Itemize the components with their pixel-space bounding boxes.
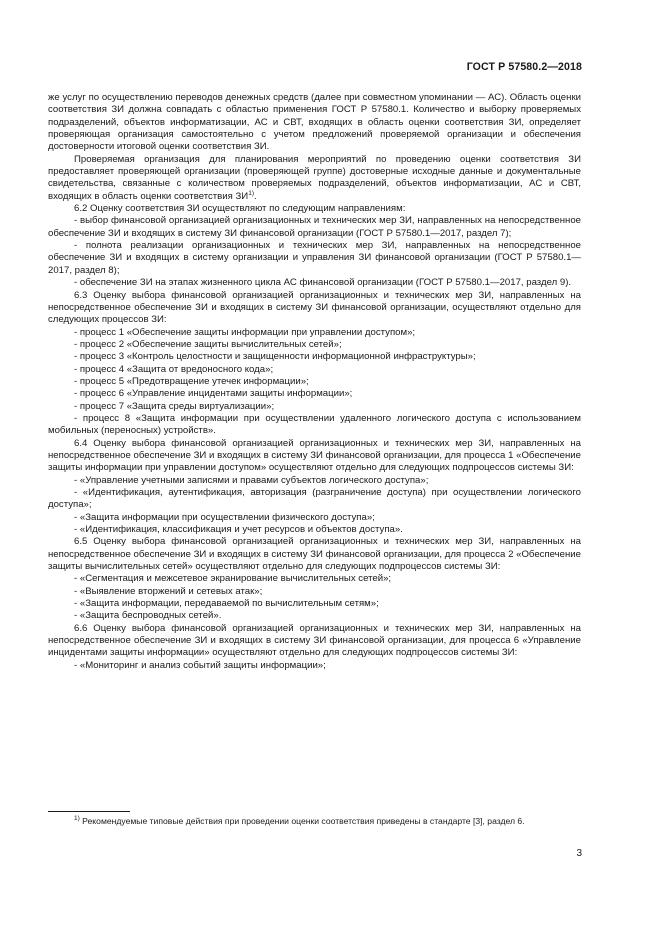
list-item: - процесс 7 «Защита среды виртуализации»;: [74, 400, 275, 412]
list-item: - «Выявление вторжений и сетевых атак»;: [74, 585, 263, 597]
list-item: - «Управление учетными записями и правами субъектов логического доступа»;: [74, 474, 429, 486]
list-item: - полнота реализации организационных и технических мер ЗИ, направленных на непосредственное обеспечение ЗИ и входящих в систему организации и управления ЗИ финансовой организации (ГОСТ Р 57580.1—2017, раздел 8);: [48, 240, 581, 276]
list-item: - процесс 6 «Управление инцидентами защиты информации»;: [74, 388, 353, 400]
list-item: - «Мониторинг и анализ событий защиты информации»;: [74, 659, 326, 671]
paragraph: же услуг по осуществлению переводов денежных средств (далее при совместном упоминании — АС). Область оценки соответствия ЗИ должна совпадать с областью применения ГОСТ Р 57580.1. Количество и выборку проверяемых подразделений, объектов информатизации, АС и СВТ, входящих в область оценки соответствия ЗИ, определяет проверяющая организация самостоятельно с учетом предложений проверяемой организации и обеспечения достоверности итоговой оценки соответствия ЗИ.: [48, 92, 581, 153]
footnote: [48, 816, 581, 828]
list-item: - процесс 2 «Обеспечение защиты вычислительных сетей»;: [74, 338, 342, 350]
list-item: - «Защита информации, передаваемой по вычислительным сетям»;: [74, 598, 379, 610]
list-item: - обеспечение ЗИ на этапах жизненного цикла АС финансовой организации (ГОСТ Р 57580.1—2017, раздел 9).: [74, 277, 572, 289]
document-header: ГОСТ Р 57580.2—2018: [466, 61, 582, 73]
list-item: - процесс 5 «Предотвращение утечек информации»;: [74, 375, 309, 387]
footnote-divider: [48, 811, 130, 812]
paragraph-text: Проверяемая организация для планирования мероприятий по проведению оценки соответствия ЗИ предоставляет проверяющей организации (проверяющей группе) достоверные исходные данные и документальные свидетельства, связанные с количеством проверяемых подразделений, объектов информатизации, АС и СВТ, входящих в область оценки соответствия ЗИ: [48, 153, 581, 202]
paragraph: [48, 154, 581, 203]
page-number: 3: [576, 848, 582, 859]
footnote-text: Рекомендуемые типовые действия при проведении оценки соответствия приведены в стандарте [3], раздел 6.: [79, 816, 525, 826]
footnote-reference[interactable]: 1): [248, 189, 254, 197]
list-item: - процесс 4 «Защита от вредоносного кода»;: [74, 363, 274, 375]
list-item: - процесс 3 «Контроль целостности и защищенности информационной инфраструктуры»;: [74, 351, 476, 363]
list-item: - процесс 8 «Защита информации при осуществлении удаленного логического доступа с использованием мобильных (переносных) устройств».: [48, 412, 581, 437]
document-body: [48, 92, 581, 672]
list-item: - «Сегментация и межсетевое экранирование вычислительных сетей»;: [74, 573, 392, 585]
section-6-5: 6.5 Оценку выбора финансовой организацией организационных и технических мер ЗИ, направленных на непосредственное обеспечение ЗИ и входящих в систему ЗИ финансовой организации, для процесса 2 «Обеспечение защиты вычислительных сетей» осуществляют отдельно для следующих подпроцессов системы ЗИ:: [48, 536, 581, 573]
section-6-4: 6.4 Оценку выбора финансовой организацией организационных и технических мер ЗИ, направленных на непосредственное обеспечение ЗИ и входящих в систему ЗИ финансовой организации, для процесса 1 «Обеспечение защиты информации при управлении доступом» осуществляют отдельно для следующих подпроцессов системы ЗИ:: [48, 437, 581, 474]
footnote-marker: 1): [74, 815, 80, 822]
list-item: - выбор финансовой организацией организационных и технических мер ЗИ, направленных на непосредственное обеспечение ЗИ и входящих в систему ЗИ финансовой организации (ГОСТ Р 57580.1—2017, раздел 7);: [48, 215, 581, 239]
section-6-3: 6.3 Оценку выбора финансовой организацией организационных и технических мер ЗИ, направленных на непосредственное обеспечение ЗИ и входящих в систему ЗИ финансовой организации, осуществляют отдельно для следующих процессов ЗИ:: [48, 289, 581, 326]
paragraph-end: .: [253, 190, 257, 202]
section-6-6: 6.6 Оценку выбора финансовой организацией организационных и технических мер ЗИ, направленных на непосредственное обеспечение ЗИ и входящих в систему ЗИ финансовой организации, для процесса 6 «Управление инцидентами защиты информации» осуществляют отдельно для следующих подпроцессов системы ЗИ:: [48, 622, 581, 659]
section-6-2: 6.2 Оценку соответствия ЗИ осуществляют по следующим направлениям:: [74, 203, 406, 215]
list-item: - «Защита беспроводных сетей».: [74, 610, 222, 622]
list-item: - «Защита информации при осуществлении физического доступа»;: [74, 511, 375, 523]
list-item: - процесс 1 «Обеспечение защиты информации при управлении доступом»;: [74, 326, 416, 338]
list-item: - «Идентификация, аутентификация, авторизация (разграничение доступа) при осуществлении логического доступа»;: [48, 487, 581, 511]
list-item: - «Идентификация, классификация и учет ресурсов и объектов доступа».: [74, 524, 403, 536]
